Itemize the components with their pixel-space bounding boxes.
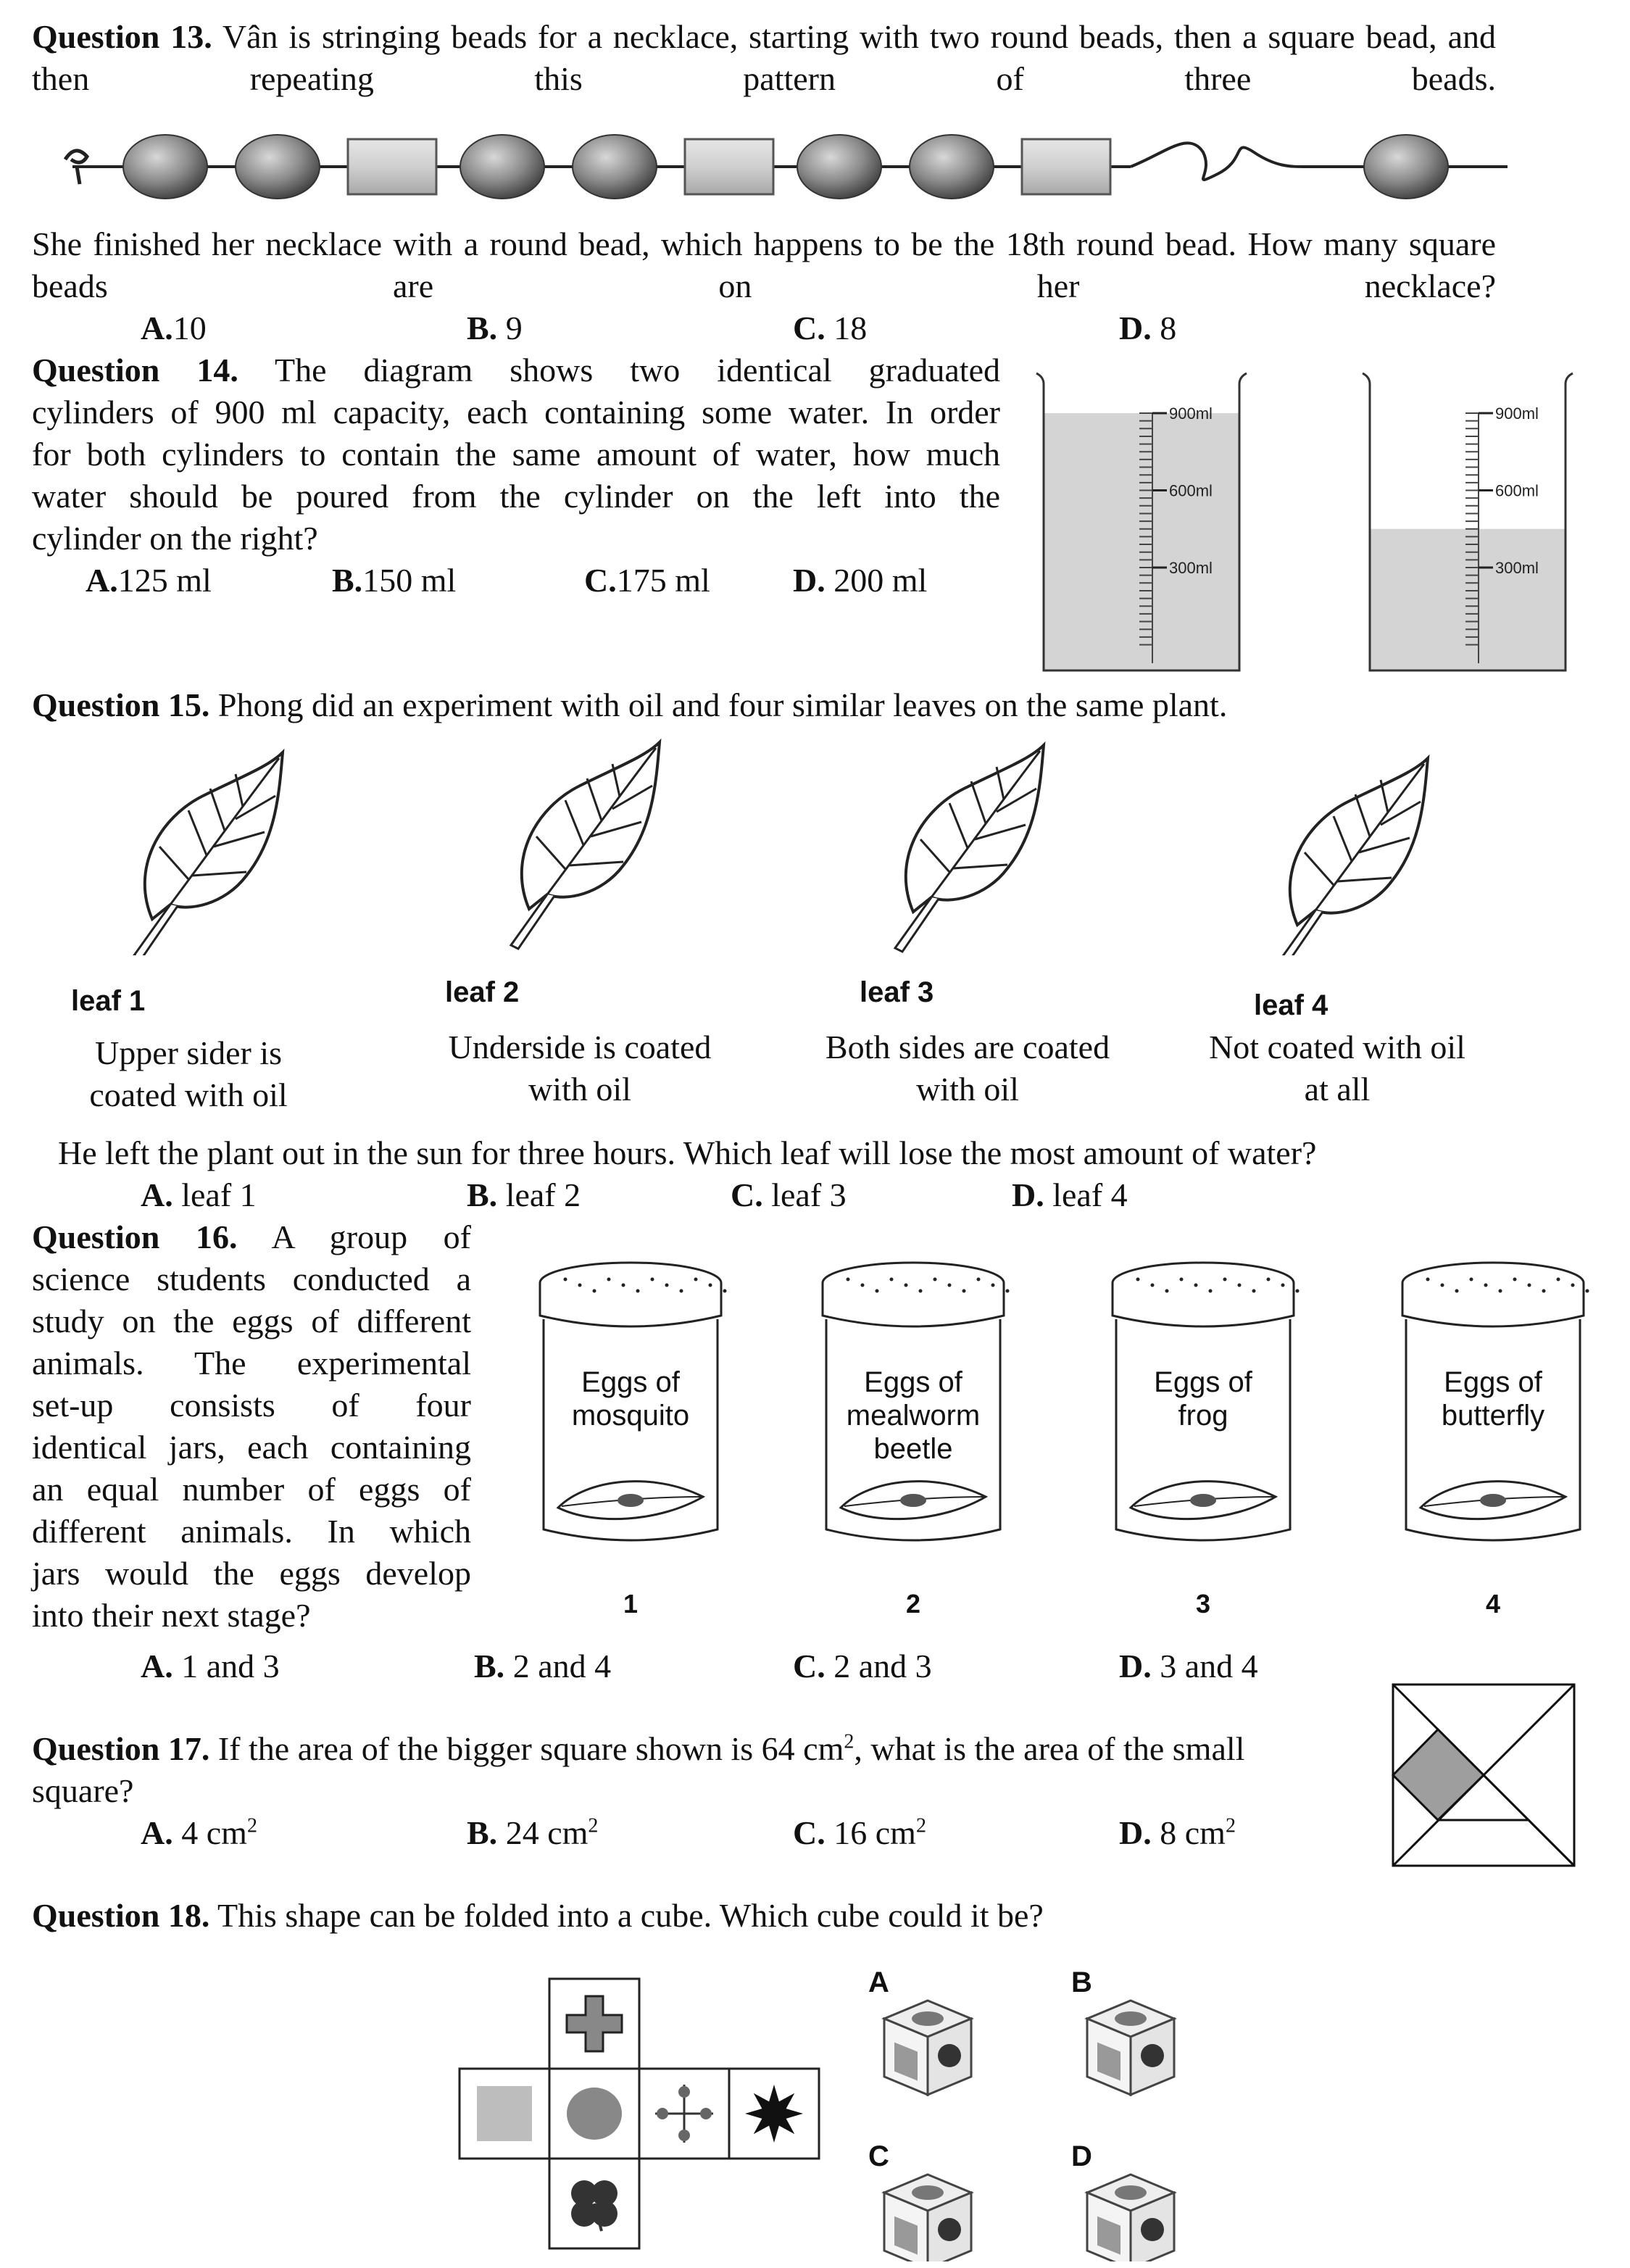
tangram-square-figure xyxy=(1390,1682,1579,1870)
leaf-4-drawing xyxy=(1279,758,1428,955)
leaf1-name: leaf 1 xyxy=(71,985,146,1017)
scale-label-600: 600ml xyxy=(1495,481,1539,500)
q14-option-b: B.150 ml xyxy=(332,562,457,599)
q16-line10: into their next stage? xyxy=(32,1597,311,1634)
q17-option-d: D. 8 $cm^2$ xyxy=(1119,1814,1236,1851)
q15-option-a: A. leaf 1 xyxy=(141,1176,257,1213)
q16-label: Question 16. xyxy=(32,1218,238,1255)
q16-option-b: B. 2 and 4 xyxy=(474,1648,612,1685)
q13-line1 xyxy=(32,16,1496,100)
jar-4-label-2: butterfly xyxy=(1441,1400,1545,1432)
jar-1-label-2: mosquito xyxy=(571,1400,690,1432)
q18-label: Question 18. xyxy=(32,1897,210,1934)
jar-2-label-3: beetle xyxy=(873,1433,953,1465)
leaf3-desc: Both sides are coated with oil xyxy=(825,1029,1110,1108)
round-bead xyxy=(123,135,207,199)
q14-line1: Question 14. The diagram shows two identical graduated xyxy=(32,352,1000,389)
jar-2-label-1: Eggs of xyxy=(864,1366,962,1398)
cube-A xyxy=(884,2001,971,2095)
cube-B xyxy=(1087,2001,1174,2095)
q13-option-c: C. 18 xyxy=(793,310,868,346)
net-face-star xyxy=(729,2069,819,2159)
leaf-2-drawing xyxy=(511,742,660,949)
jar-2 xyxy=(823,1263,1010,1619)
jar-2-label-2: mealworm xyxy=(846,1400,981,1432)
q15-option-b: B. leaf 2 xyxy=(467,1176,581,1213)
q14-line5: cylinder on the right? xyxy=(32,520,318,557)
round-bead xyxy=(236,135,320,199)
q13-text2: She finished her necklace with a round bead, which happens to be the 18th round bead. How many square beads are on her necklace? xyxy=(32,225,1496,304)
cube-label-C: C xyxy=(868,2140,889,2172)
scale-label-300: 300ml xyxy=(1495,559,1539,577)
round-bead xyxy=(910,135,994,199)
q14-option-d: D. 200 ml xyxy=(793,562,928,599)
q16-line1: Question 16. A group of xyxy=(32,1218,471,1255)
egg-jars-figure xyxy=(507,1247,1616,1631)
q13-text: Vân is stringing beads for a necklace, starting with two round beads, then a square bead, and then repeating this pattern of three beads. xyxy=(32,18,1496,97)
round-bead xyxy=(460,135,544,199)
bead-necklace-figure xyxy=(58,123,1508,210)
q17-option-b: B. 24 $cm^2$ xyxy=(467,1814,599,1851)
cube-label-D: D xyxy=(1071,2140,1092,2172)
q14-option-a: A.125 ml xyxy=(86,562,212,599)
scale-label-900: 900ml xyxy=(1495,404,1539,423)
jar-3-label-1: Eggs of xyxy=(1154,1366,1252,1398)
q13-option-d: D. 8 xyxy=(1119,310,1177,346)
q15-option-c: C. leaf 3 xyxy=(731,1176,847,1213)
leaf4-name: leaf 4 xyxy=(1254,989,1328,1021)
scale-label-600: 600ml xyxy=(1169,481,1213,500)
q17-option-a: A. 4 $cm^2$ xyxy=(141,1814,257,1851)
q16-line5: set-up consists of four xyxy=(32,1387,471,1424)
q14-line4: water should be poured from the cylinder on the left into the xyxy=(32,478,1000,515)
q17-line1: Question 17. If the area of the bigger square shown is 64 $cm^2$, what is the area of the small xyxy=(32,1730,1245,1767)
square-bead xyxy=(1022,139,1110,194)
round-bead xyxy=(573,135,657,199)
q13-label: Question 13. xyxy=(32,18,212,55)
q17-label: Question 17. xyxy=(32,1730,210,1767)
leaf2-desc: Underside is coated with oil xyxy=(448,1029,712,1108)
q13-option-a: A.10 xyxy=(141,310,207,346)
q16-line6: identical jars, each containing xyxy=(32,1429,471,1466)
leaves-figure xyxy=(101,738,1479,955)
q16-line4: animals. The experimental xyxy=(32,1345,471,1382)
q16-line3: study on the eggs of different xyxy=(32,1303,471,1339)
q16-line2: science students conducted a xyxy=(32,1260,471,1297)
q15-label: Question 15. xyxy=(32,686,210,723)
net-face-flower xyxy=(639,2069,729,2159)
scale-label-900: 900ml xyxy=(1169,404,1213,423)
scale-label-300: 300ml xyxy=(1169,559,1213,577)
leaf2-name: leaf 2 xyxy=(445,976,520,1008)
cube-label-A: A xyxy=(868,1966,889,1998)
jar-4-number: 4 xyxy=(1485,1589,1501,1619)
q16-option-d: D. 3 and 4 xyxy=(1119,1648,1258,1685)
leaf4-desc: Not coated with oil at all xyxy=(1209,1029,1465,1108)
jar-1 xyxy=(540,1263,727,1619)
square-bead xyxy=(685,139,773,194)
cube-C xyxy=(884,2174,971,2261)
cube-label-B: B xyxy=(1071,1966,1092,1998)
jar-1-number: 1 xyxy=(623,1589,639,1619)
leaf-3-drawing xyxy=(895,745,1044,952)
net-face-square xyxy=(460,2069,549,2159)
q16-line9: jars would the eggs develop xyxy=(32,1555,471,1592)
last-round-bead xyxy=(1364,135,1448,199)
q14-line3: for both cylinders to contain the same amount of water, how much xyxy=(32,436,1000,473)
jar-4-label-1: Eggs of xyxy=(1444,1366,1542,1398)
q16-option-c: C. 2 and 3 xyxy=(793,1648,932,1685)
jar-1-label-1: Eggs of xyxy=(581,1366,680,1398)
q15-line1: Question 15. Phong did an experiment with oil and four similar leaves on the same plant. xyxy=(32,686,1228,723)
net-face-circle xyxy=(549,2069,639,2159)
q16-line8: different animals. In which xyxy=(32,1513,471,1550)
q16-line7: an equal number of eggs of xyxy=(32,1471,471,1508)
net-face-clover xyxy=(549,2159,639,2248)
water-level xyxy=(1370,529,1565,670)
q15-text2: He left the plant out in the sun for three hours. Which leaf will lose the most amount of water? xyxy=(58,1134,1317,1171)
square-bead xyxy=(348,139,436,194)
leaf1-desc: Upper sider is coated with oil xyxy=(89,1034,288,1113)
jar-3-label-2: frog xyxy=(1178,1400,1228,1432)
cube-D xyxy=(1087,2174,1174,2261)
q18-line1: Question 18. This shape can be folded into a cube. Which cube could it be? xyxy=(32,1897,1044,1934)
q17-text2: square? xyxy=(32,1772,134,1809)
q14-label: Question 14. xyxy=(32,352,238,389)
jar-3 xyxy=(1113,1263,1300,1619)
jar-3-number: 3 xyxy=(1195,1589,1211,1619)
leaf3-name: leaf 3 xyxy=(860,976,934,1008)
q14-option-c: C.175 ml xyxy=(584,562,710,599)
necklace-string-squiggle xyxy=(1131,143,1508,180)
q17-option-c: C. 16 $cm^2$ xyxy=(793,1814,926,1851)
graduated-cylinders-figure xyxy=(1022,359,1580,678)
cube-net-figure xyxy=(449,1957,1247,2261)
q16-option-a: A. 1 and 3 xyxy=(141,1648,280,1685)
jar-2-number: 2 xyxy=(905,1589,921,1619)
leaf-1-drawing xyxy=(134,752,283,955)
q14-line2: cylinders of 900 ml capacity, each containing some water. In order xyxy=(32,394,1000,431)
jar-4 xyxy=(1402,1263,1589,1619)
q15-option-d: D. leaf 4 xyxy=(1012,1176,1128,1213)
round-bead xyxy=(797,135,881,199)
net-face-cross xyxy=(549,1979,639,2069)
q13-option-b: B. 9 xyxy=(467,310,523,346)
